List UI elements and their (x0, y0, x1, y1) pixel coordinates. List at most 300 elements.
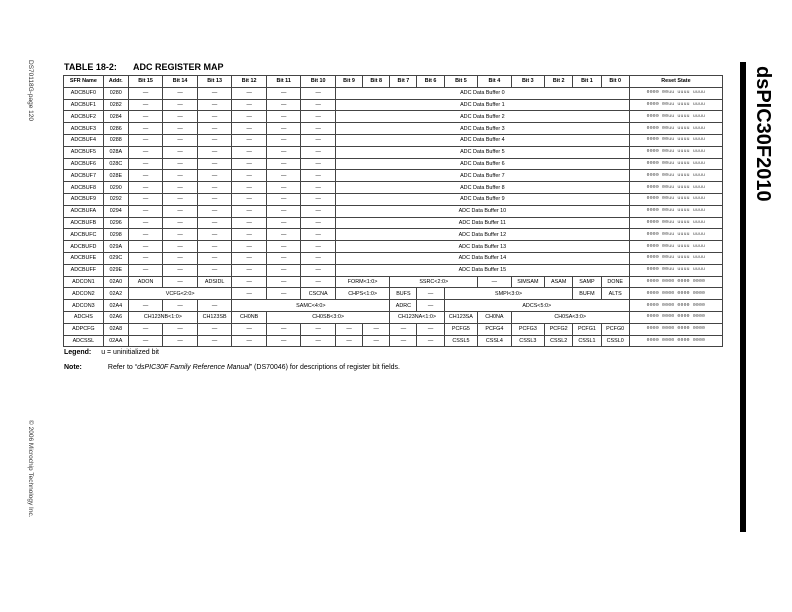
bit-cell: CH0SA<3:0> (511, 311, 629, 323)
sfr-name-cell: ADCBUFE (64, 252, 104, 264)
legend-label: Legend: (64, 349, 92, 356)
bit-cell: — (232, 87, 267, 99)
bit-cell: — (266, 288, 301, 300)
bit-cell: PCFG5 (444, 323, 477, 335)
reset-state-cell: 0000 00uu uuuu uuuu (629, 241, 722, 253)
sfr-name-cell: ADCBUF3 (64, 123, 104, 135)
address-cell: 0290 (103, 182, 128, 194)
bit-cell: — (232, 205, 267, 217)
address-cell: 0284 (103, 111, 128, 123)
bit-cell: — (163, 87, 198, 99)
bit-cell: CSSL3 (511, 335, 544, 347)
bit-cell: — (266, 193, 301, 205)
table-row (64, 276, 723, 288)
bit-cell: — (232, 146, 267, 158)
sfr-name-cell: ADCBUF6 (64, 158, 104, 170)
table-row (64, 123, 723, 135)
bit-cell: — (301, 217, 336, 229)
reset-state-cell: 0000 0000 0000 0000 (629, 300, 722, 312)
reset-state-cell: 0000 00uu uuuu uuuu (629, 87, 722, 99)
reset-state-cell: 0000 0000 0000 0000 (629, 311, 722, 323)
bit-cell: — (390, 323, 417, 335)
reset-state-cell: 0000 0000 0000 0000 (629, 323, 722, 335)
reset-state-cell: 0000 00uu uuuu uuuu (629, 217, 722, 229)
column-header: SFR Name (64, 76, 104, 88)
column-header: Bit 13 (197, 76, 232, 88)
bit-cell: — (163, 252, 198, 264)
bit-cell: — (232, 276, 267, 288)
bit-cell: ADC Data Buffer 6 (335, 158, 629, 170)
bit-cell: ADC Data Buffer 3 (335, 123, 629, 135)
bit-cell: CH0SB<3:0> (266, 311, 389, 323)
bit-cell: — (197, 241, 232, 253)
bit-cell: — (163, 229, 198, 241)
sfr-name-cell: ADCBUFA (64, 205, 104, 217)
bit-cell: — (266, 134, 301, 146)
device-banner (740, 62, 774, 532)
address-cell: 02A2 (103, 288, 128, 300)
bit-cell: — (163, 323, 198, 335)
bit-cell: — (232, 193, 267, 205)
table-row (64, 241, 723, 253)
address-cell: 02AA (103, 335, 128, 347)
bit-cell: — (163, 193, 198, 205)
bit-cell: — (128, 193, 163, 205)
column-header: Bit 8 (363, 76, 390, 88)
address-cell: 029A (103, 241, 128, 253)
bit-cell: — (128, 205, 163, 217)
bit-cell: — (197, 229, 232, 241)
bit-cell: — (197, 182, 232, 194)
table-row (64, 111, 723, 123)
table-caption (64, 62, 224, 72)
bit-cell: PCFG1 (573, 323, 601, 335)
bit-cell: — (266, 111, 301, 123)
bit-cell: — (232, 335, 267, 347)
bit-cell: — (197, 146, 232, 158)
column-header: Bit 11 (266, 76, 301, 88)
bit-cell: — (301, 182, 336, 194)
sfr-name-cell: ADCBUFB (64, 217, 104, 229)
sfr-name-cell: ADCON3 (64, 300, 104, 312)
bit-cell: — (197, 87, 232, 99)
note-pre: Refer to “ (107, 364, 138, 371)
column-header: Bit 0 (601, 76, 629, 88)
bit-cell: — (128, 229, 163, 241)
bit-cell: — (266, 99, 301, 111)
bit-cell: — (301, 146, 336, 158)
bit-cell: — (266, 252, 301, 264)
reset-state-cell: 0000 00uu uuuu uuuu (629, 182, 722, 194)
address-cell: 02A0 (103, 276, 128, 288)
bit-cell: — (163, 276, 198, 288)
bit-cell: ADC Data Buffer 2 (335, 111, 629, 123)
bit-cell: SAMC<4:0> (232, 300, 390, 312)
bit-cell: — (163, 170, 198, 182)
bit-cell: — (266, 182, 301, 194)
bit-cell: — (266, 323, 301, 335)
bit-cell: — (301, 99, 336, 111)
bit-cell: — (232, 182, 267, 194)
reset-state-cell: 0000 00uu uuuu uuuu (629, 158, 722, 170)
bit-cell: — (128, 323, 163, 335)
bit-cell: — (128, 252, 163, 264)
address-cell: 028C (103, 158, 128, 170)
sfr-name-cell: ADCHS (64, 311, 104, 323)
column-header: Bit 10 (301, 76, 336, 88)
bit-cell: — (301, 335, 336, 347)
bit-cell: — (163, 182, 198, 194)
bit-cell: — (301, 205, 336, 217)
bit-cell: — (301, 170, 336, 182)
reset-state-cell: 0000 00uu uuuu uuuu (629, 170, 722, 182)
sfr-name-cell: ADCBUFF (64, 264, 104, 276)
bit-cell: CSSL5 (444, 335, 477, 347)
table-title: ADC REGISTER MAP (133, 62, 224, 72)
adc-register-map-table (63, 75, 723, 347)
reset-state-cell: 0000 00uu uuuu uuuu (629, 146, 722, 158)
bit-cell: — (197, 323, 232, 335)
reset-state-cell: 0000 00uu uuuu uuuu (629, 193, 722, 205)
sfr-name-cell: ADCBUF8 (64, 182, 104, 194)
bit-cell: — (163, 217, 198, 229)
bit-cell: — (266, 241, 301, 253)
bit-cell: — (232, 241, 267, 253)
bit-cell: ADC Data Buffer 9 (335, 193, 629, 205)
bit-cell: ADC Data Buffer 14 (335, 252, 629, 264)
bit-cell: — (266, 335, 301, 347)
bit-cell: — (163, 300, 198, 312)
bit-cell: ADC Data Buffer 7 (335, 170, 629, 182)
bit-cell: — (363, 335, 390, 347)
sfr-name-cell: ADCBUFD (64, 241, 104, 253)
bit-cell: — (197, 99, 232, 111)
bit-cell: — (128, 134, 163, 146)
address-cell: 0294 (103, 205, 128, 217)
bit-cell: PCFG4 (478, 323, 511, 335)
bit-cell: — (301, 123, 336, 135)
bit-cell: BUFM (573, 288, 601, 300)
bit-cell: CSSL1 (573, 335, 601, 347)
bit-cell: — (301, 241, 336, 253)
sfr-name-cell: ADCON1 (64, 276, 104, 288)
page-reference: DS70118G-page 120 (27, 60, 34, 121)
bit-cell: VCFG<2:0> (128, 288, 232, 300)
address-cell: 028E (103, 170, 128, 182)
bit-cell: — (197, 264, 232, 276)
bit-cell: — (232, 288, 267, 300)
bit-cell: — (417, 300, 444, 312)
table-row (64, 300, 723, 312)
bit-cell: — (163, 134, 198, 146)
address-cell: 02A6 (103, 311, 128, 323)
table-row (64, 335, 723, 347)
column-header: Bit 6 (417, 76, 444, 88)
bit-cell: — (163, 158, 198, 170)
bit-cell: — (232, 134, 267, 146)
bit-cell: CHPS<1:0> (335, 288, 389, 300)
bit-cell: ADC Data Buffer 12 (335, 229, 629, 241)
bit-cell: SAMP (573, 276, 601, 288)
bit-cell: ADC Data Buffer 11 (335, 217, 629, 229)
column-header: Bit 12 (232, 76, 267, 88)
bit-cell: ADC Data Buffer 13 (335, 241, 629, 253)
table-row (64, 158, 723, 170)
bit-cell: — (232, 264, 267, 276)
column-header: Bit 9 (335, 76, 362, 88)
bit-cell: ADON (128, 276, 163, 288)
bit-cell: — (301, 323, 336, 335)
bit-cell: ADC Data Buffer 10 (335, 205, 629, 217)
bit-cell: ADC Data Buffer 0 (335, 87, 629, 99)
address-cell: 0292 (103, 193, 128, 205)
table-row (64, 323, 723, 335)
address-cell: 02A8 (103, 323, 128, 335)
bit-cell: PCFG0 (601, 323, 629, 335)
sfr-name-cell: ADCBUF0 (64, 87, 104, 99)
bit-cell: — (301, 276, 336, 288)
bit-cell: — (266, 146, 301, 158)
bit-cell: ADC Data Buffer 1 (335, 99, 629, 111)
bit-cell: — (232, 170, 267, 182)
bit-cell: SSRC<2:0> (390, 276, 478, 288)
reset-state-cell: 0000 00uu uuuu uuuu (629, 111, 722, 123)
bit-cell: — (197, 300, 232, 312)
bit-cell: — (163, 111, 198, 123)
copyright-notice: © 2006 Microchip Technology Inc. (27, 420, 34, 518)
bit-cell: — (232, 323, 267, 335)
bit-cell: — (128, 146, 163, 158)
bit-cell: BUFS (390, 288, 417, 300)
reset-state-cell: 0000 0000 0000 0000 (629, 276, 722, 288)
bit-cell: — (417, 323, 444, 335)
column-header: Bit 4 (478, 76, 511, 88)
bit-cell: ALTS (601, 288, 629, 300)
bit-cell: — (128, 99, 163, 111)
sfr-name-cell: ADCBUF2 (64, 111, 104, 123)
bit-cell: — (301, 193, 336, 205)
bit-cell: — (232, 252, 267, 264)
bit-cell: CSSL4 (478, 335, 511, 347)
reset-state-cell: 0000 00uu uuuu uuuu (629, 99, 722, 111)
bit-cell: — (390, 335, 417, 347)
bit-cell: — (128, 264, 163, 276)
table-number: TABLE 18-2: (64, 62, 117, 72)
bit-cell: — (232, 123, 267, 135)
bit-cell: — (301, 134, 336, 146)
bit-cell: — (163, 264, 198, 276)
bit-cell: — (266, 158, 301, 170)
address-cell: 0286 (103, 123, 128, 135)
table-row (64, 170, 723, 182)
bit-cell: — (128, 170, 163, 182)
table-row (64, 264, 723, 276)
reset-state-cell: 0000 0000 0000 0000 (629, 288, 722, 300)
bit-cell: — (335, 335, 362, 347)
bit-cell: — (163, 146, 198, 158)
bit-cell: — (232, 99, 267, 111)
address-cell: 029E (103, 264, 128, 276)
bit-cell: — (163, 335, 198, 347)
bit-cell: PCFG2 (545, 323, 573, 335)
column-header: Bit 14 (163, 76, 198, 88)
address-cell: 0298 (103, 229, 128, 241)
bit-cell: — (232, 111, 267, 123)
bit-cell: ADC Data Buffer 4 (335, 134, 629, 146)
bit-cell: — (197, 111, 232, 123)
bit-cell: — (417, 335, 444, 347)
bit-cell: DONE (601, 276, 629, 288)
address-cell: 02A4 (103, 300, 128, 312)
bit-cell: — (197, 123, 232, 135)
bit-cell: — (128, 217, 163, 229)
device-name: dsPIC30F2010 (752, 66, 774, 202)
bit-cell: ADC Data Buffer 5 (335, 146, 629, 158)
reset-state-cell: 0000 00uu uuuu uuuu (629, 264, 722, 276)
sfr-name-cell: ADCBUFC (64, 229, 104, 241)
legend (64, 349, 159, 356)
bit-cell: — (128, 241, 163, 253)
bit-cell: — (197, 170, 232, 182)
header-row (64, 76, 723, 88)
column-header: Bit 3 (511, 76, 544, 88)
table-row (64, 252, 723, 264)
column-header: Bit 1 (573, 76, 601, 88)
bit-cell: — (163, 123, 198, 135)
bit-cell: — (197, 252, 232, 264)
bit-cell: — (197, 134, 232, 146)
note-reference: dsPIC30F Family Reference Manual (137, 364, 250, 371)
column-header: Bit 5 (444, 76, 477, 88)
address-cell: 0282 (103, 99, 128, 111)
table-row (64, 182, 723, 194)
bit-cell: — (266, 123, 301, 135)
column-header: Bit 7 (390, 76, 417, 88)
column-header: Addr. (103, 76, 128, 88)
address-cell: 0296 (103, 217, 128, 229)
bit-cell: CH0NB (232, 311, 267, 323)
reset-state-cell: 0000 00uu uuuu uuuu (629, 229, 722, 241)
sfr-name-cell: ADCSSL (64, 335, 104, 347)
bit-cell: — (335, 323, 362, 335)
reset-state-cell: 0000 00uu uuuu uuuu (629, 123, 722, 135)
bit-cell: — (301, 87, 336, 99)
bit-cell: — (128, 335, 163, 347)
bit-cell: ADCS<5:0> (444, 300, 629, 312)
bit-cell: SIMSAM (511, 276, 544, 288)
bit-cell: FORM<1:0> (335, 276, 389, 288)
table-row (64, 288, 723, 300)
bit-cell: — (197, 193, 232, 205)
reset-state-cell: 0000 00uu uuuu uuuu (629, 252, 722, 264)
bit-cell: — (417, 288, 444, 300)
reset-state-cell: 0000 00uu uuuu uuuu (629, 134, 722, 146)
bit-cell: PCFG3 (511, 323, 544, 335)
bit-cell: — (128, 123, 163, 135)
bit-cell: — (128, 158, 163, 170)
bit-cell: — (163, 99, 198, 111)
left-margin (22, 60, 36, 530)
bit-cell: — (128, 182, 163, 194)
table-row (64, 134, 723, 146)
address-cell: 028A (103, 146, 128, 158)
bit-cell: — (128, 111, 163, 123)
bit-cell: — (478, 276, 511, 288)
sfr-name-cell: ADCON2 (64, 288, 104, 300)
bit-cell: SMPI<3:0> (444, 288, 573, 300)
bit-cell: — (301, 264, 336, 276)
bit-cell: — (163, 241, 198, 253)
table-row (64, 146, 723, 158)
bit-cell: — (232, 158, 267, 170)
banner-bar (740, 62, 746, 532)
address-cell: 0280 (103, 87, 128, 99)
note (64, 364, 400, 371)
bit-cell: CH123NB<1:0> (128, 311, 197, 323)
address-cell: 0288 (103, 134, 128, 146)
table-row (64, 311, 723, 323)
bit-cell: — (266, 205, 301, 217)
reset-state-cell: 0000 00uu uuuu uuuu (629, 205, 722, 217)
bit-cell: — (301, 252, 336, 264)
table-row (64, 205, 723, 217)
bit-cell: — (266, 264, 301, 276)
bit-cell: — (301, 229, 336, 241)
bit-cell: — (301, 111, 336, 123)
bit-cell: — (363, 323, 390, 335)
table-row (64, 217, 723, 229)
bit-cell: CH123NA<1:0> (390, 311, 444, 323)
table-row (64, 193, 723, 205)
note-post: ” (DS70046) for descriptions of register bit fields. (249, 364, 400, 371)
bit-cell: — (266, 170, 301, 182)
sfr-name-cell: ADCBUF4 (64, 134, 104, 146)
bit-cell: — (197, 335, 232, 347)
bit-cell: — (128, 87, 163, 99)
address-cell: 029C (103, 252, 128, 264)
bit-cell: CH123SB (197, 311, 232, 323)
bit-cell: — (197, 158, 232, 170)
bit-cell: ADRC (390, 300, 417, 312)
bit-cell: CH123SA (444, 311, 477, 323)
bit-cell: CH0NA (478, 311, 511, 323)
legend-text: u = uninitialized bit (101, 349, 159, 356)
sfr-name-cell: ADCBUF1 (64, 99, 104, 111)
bit-cell: ADC Data Buffer 15 (335, 264, 629, 276)
bit-cell: — (128, 300, 163, 312)
bit-cell: ADSIDL (197, 276, 232, 288)
bit-cell: CSCNA (301, 288, 336, 300)
sfr-name-cell: ADCBUF7 (64, 170, 104, 182)
bit-cell: — (232, 217, 267, 229)
table-row (64, 229, 723, 241)
reset-state-cell: 0000 0000 0000 0000 (629, 335, 722, 347)
bit-cell: — (232, 229, 267, 241)
bit-cell: ASAM (545, 276, 573, 288)
bit-cell: — (301, 158, 336, 170)
bit-cell: — (266, 229, 301, 241)
table-row (64, 99, 723, 111)
column-header: Bit 15 (128, 76, 163, 88)
sfr-name-cell: ADCBUF5 (64, 146, 104, 158)
sfr-name-cell: ADPCFG (64, 323, 104, 335)
column-header: Reset State (629, 76, 722, 88)
bit-cell: — (163, 205, 198, 217)
bit-cell: ADC Data Buffer 8 (335, 182, 629, 194)
table-row (64, 87, 723, 99)
bit-cell: — (197, 217, 232, 229)
bit-cell: — (197, 205, 232, 217)
